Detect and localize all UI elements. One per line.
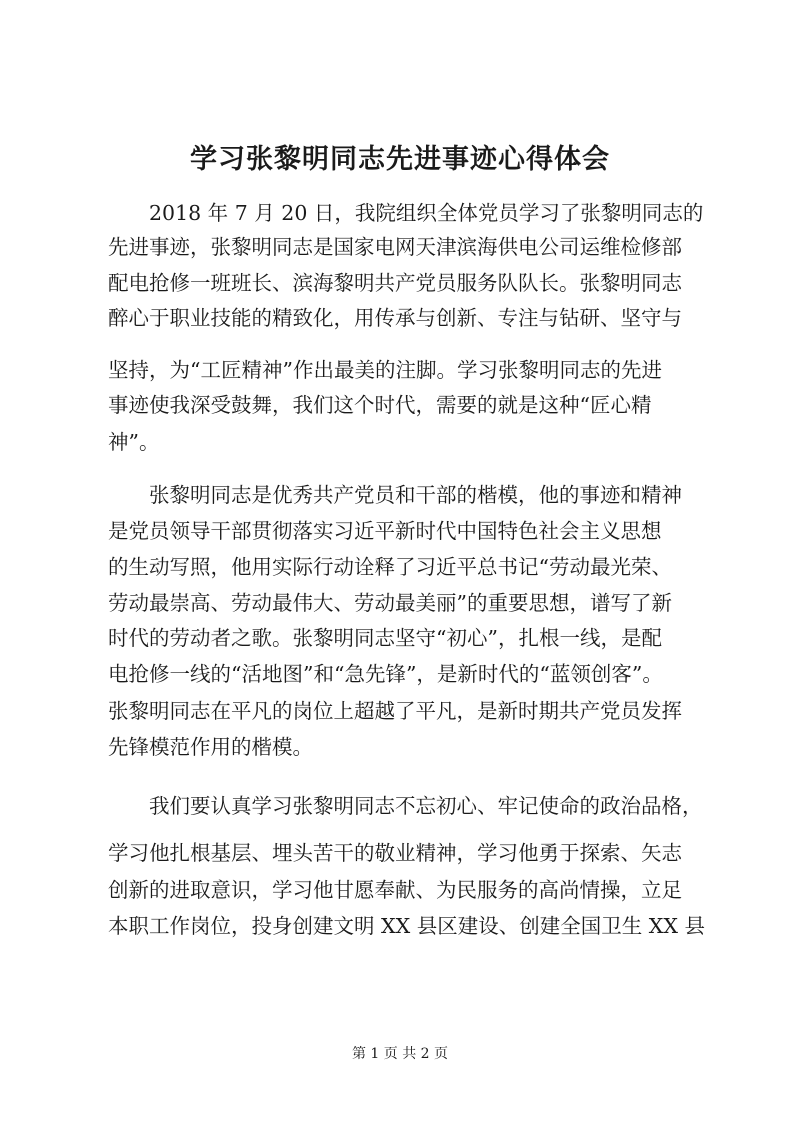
body-line: 本职工作岗位，投身创建文明 XX 县区建设、创建全国卫生 XX 县 — [108, 914, 705, 938]
body-line: 事迹使我深受鼓舞，我们这个时代，需要的就是这种“匠心精 — [108, 393, 652, 417]
page-number-footer: 第 1 页 共 2 页 — [351, 1046, 449, 1062]
body-line: 张黎明同志是优秀共产党员和干部的楷模，他的事迹和精神 — [108, 483, 682, 507]
body-line: 学习他扎根基层、埋头苦干的敬业精神，学习他勇于探索、矢志 — [108, 841, 682, 865]
body-line: 劳动最崇高、劳动最伟大、劳动最美丽”的重要思想，谱写了新 — [108, 591, 672, 615]
body-line: 我们要认真学习张黎明同志不忘初心、牢记使命的政治品格， — [108, 794, 703, 818]
body-line: 坚持，为“工匠精神”作出最美的注脚。学习张黎明同志的先进 — [108, 358, 662, 382]
document-title: 学习张黎明同志先进事迹心得体会 — [190, 144, 610, 175]
body-line: 是党员领导干部贯彻落实习近平新时代中国特色社会主义思想 — [108, 519, 662, 543]
body-line: 醉心于职业技能的精致化，用传承与创新、专注与钻研、坚守与 — [108, 306, 682, 330]
body-line: 张黎明同志在平凡的岗位上超越了平凡，是新时期共产党员发挥 — [108, 699, 682, 723]
body-line: 配电抢修一班班长、滨海黎明共产党员服务队队长。张黎明同志 — [108, 271, 682, 295]
body-line: 先锋模范作用的楷模。 — [108, 735, 313, 759]
body-line: 2018 年 7 月 20 日，我院组织全体党员学习了张黎明同志的 — [108, 201, 704, 225]
body-line: 神”。 — [108, 430, 160, 454]
body-line: 电抢修一线的“活地图”和“急先锋”，是新时代的“蓝领创客”。 — [108, 662, 663, 686]
body-line: 的生动写照，他用实际行动诠释了习近平总书记“劳动最光荣、 — [108, 555, 672, 579]
body-line: 先进事迹，张黎明同志是国家电网天津滨海供电公司运维检修部 — [108, 235, 682, 259]
body-line: 创新的进取意识，学习他甘愿奉献、为民服务的高尚情操，立足 — [108, 878, 682, 902]
body-line: 时代的劳动者之歌。张黎明同志坚守“初心”，扎根一线，是配 — [108, 626, 662, 650]
